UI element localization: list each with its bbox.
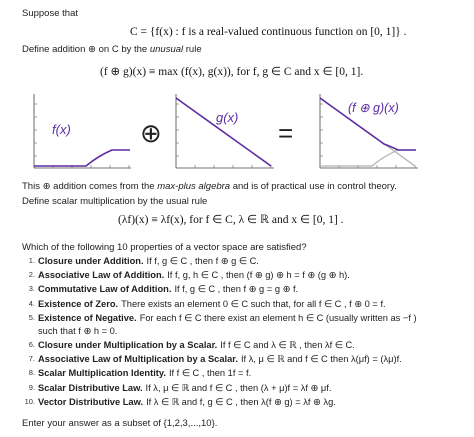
property-item-1 bbox=[22, 254, 470, 268]
property-item-2 bbox=[22, 268, 470, 282]
property-5-continuation: such that f ⊕ h = 0. bbox=[38, 326, 118, 337]
property-number: 10. bbox=[24, 396, 35, 406]
property-item-10 bbox=[22, 395, 470, 409]
plot-fg bbox=[320, 94, 418, 168]
property-number: 5. bbox=[28, 312, 35, 322]
fg-grey-f bbox=[320, 150, 416, 166]
property-body: If λ ∈ ℝ and f, g ∈ C , then λ(f ⊕ g) = λf ⊕ λg. bbox=[146, 396, 336, 407]
property-number: 3. bbox=[28, 284, 35, 294]
scalar-formula: (λf)(x) ≡ λf(x), for f ∈ C, λ ∈ ℝ and x ∈ [0, 1] . bbox=[118, 214, 344, 226]
property-number: 2. bbox=[28, 270, 35, 280]
property-number: 4. bbox=[28, 298, 35, 308]
addition-unusual: unusual bbox=[149, 44, 184, 55]
note-suffix: and is of practical use in control theory. bbox=[230, 181, 397, 192]
property-number: 9. bbox=[28, 382, 35, 392]
property-title: Vector Distributive Law. bbox=[38, 396, 144, 407]
fg-label: (f ⊕ g)(x) bbox=[348, 101, 399, 115]
property-item-8 bbox=[22, 366, 470, 380]
property-item-7 bbox=[22, 352, 470, 366]
question-text: Which of the following 10 properties of a vector space are satisfied? bbox=[22, 242, 307, 253]
property-item-4 bbox=[22, 297, 470, 311]
property-body: If f, g, h ∈ C , then (f ⊕ g) ⊕ h = f ⊕ (g ⊕ h). bbox=[167, 270, 350, 281]
property-item-6 bbox=[22, 338, 470, 352]
scalar-line: Define scalar multiplication by the usual rule bbox=[22, 196, 208, 207]
property-body: If f ∈ C and λ ∈ ℝ , then λf ∈ C. bbox=[220, 340, 355, 351]
oplus-symbol: ⊕ bbox=[140, 118, 162, 148]
property-title: Closure under Addition. bbox=[38, 256, 144, 266]
note-prefix: This ⊕ addition comes from the bbox=[22, 181, 158, 192]
intro-line1: Suppose that bbox=[22, 8, 78, 19]
property-title: Closure under Multiplication by a Scalar. bbox=[38, 340, 218, 351]
note-line bbox=[22, 181, 397, 192]
set-definition: C = {f(x) : f is a real-valued continuous function on [0, 1]} . bbox=[130, 26, 407, 38]
equals-symbol: = bbox=[278, 118, 294, 148]
property-number: 8. bbox=[28, 368, 35, 378]
property-body: For each f ∈ C there exist an element h ∈ C (usually written as −f ) bbox=[139, 312, 417, 323]
property-title: Scalar Multiplication Identity. bbox=[38, 368, 166, 379]
property-body: If f, g ∈ C , then f ⊕ g ∈ C. bbox=[146, 256, 259, 266]
property-item-9 bbox=[22, 381, 470, 395]
property-number: 6. bbox=[28, 340, 35, 350]
f-label: f(x) bbox=[52, 122, 71, 137]
g-label: g(x) bbox=[216, 110, 239, 125]
property-title: Existence of Negative. bbox=[38, 312, 137, 323]
property-body: If f, g ∈ C , then f ⊕ g = g ⊕ f. bbox=[174, 284, 299, 295]
property-title: Associative Law of Multiplication by a Scalar. bbox=[38, 354, 238, 365]
property-body: There exists an element 0 ∈ C such that, for all f ∈ C , f ⊕ 0 = f. bbox=[121, 298, 386, 309]
plot-f bbox=[34, 94, 131, 168]
properties-list bbox=[22, 254, 470, 409]
addition-formula: (f ⊕ g)(x) ≡ max (f(x), g(x)), for f, g ∈ C and x ∈ [0, 1]. bbox=[100, 66, 364, 78]
addition-definition bbox=[22, 44, 202, 55]
addition-prefix: Define addition ⊕ on C by the bbox=[22, 44, 150, 55]
plot-g bbox=[176, 94, 274, 168]
property-title: Commutative Law of Addition. bbox=[38, 284, 172, 295]
property-title: Associative Law of Addition. bbox=[38, 270, 165, 281]
note-italic: max-plus algebra bbox=[157, 181, 231, 192]
plots-figure bbox=[26, 84, 456, 179]
g-curve bbox=[176, 98, 271, 166]
property-body: If λ, μ ∈ ℝ and f ∈ C then λ(μf) = (λμ)f. bbox=[240, 354, 402, 365]
answer-prompt: Enter your answer as a subset of {1,2,3,...,10}. bbox=[22, 418, 218, 429]
property-number: 1. bbox=[28, 256, 35, 265]
property-item-3 bbox=[22, 282, 470, 296]
property-body: If f ∈ C , then 1f = f. bbox=[168, 368, 252, 379]
property-title: Existence of Zero. bbox=[38, 298, 119, 309]
f-curve bbox=[34, 150, 130, 166]
addition-suffix: rule bbox=[183, 44, 202, 55]
property-item-5 bbox=[22, 311, 470, 325]
property-body: If λ, μ ∈ ℝ and f ∈ C , then (λ + μ)f = λf ⊕ μf. bbox=[145, 382, 332, 393]
property-title: Scalar Distributive Law. bbox=[38, 382, 143, 393]
property-number: 7. bbox=[28, 354, 35, 364]
